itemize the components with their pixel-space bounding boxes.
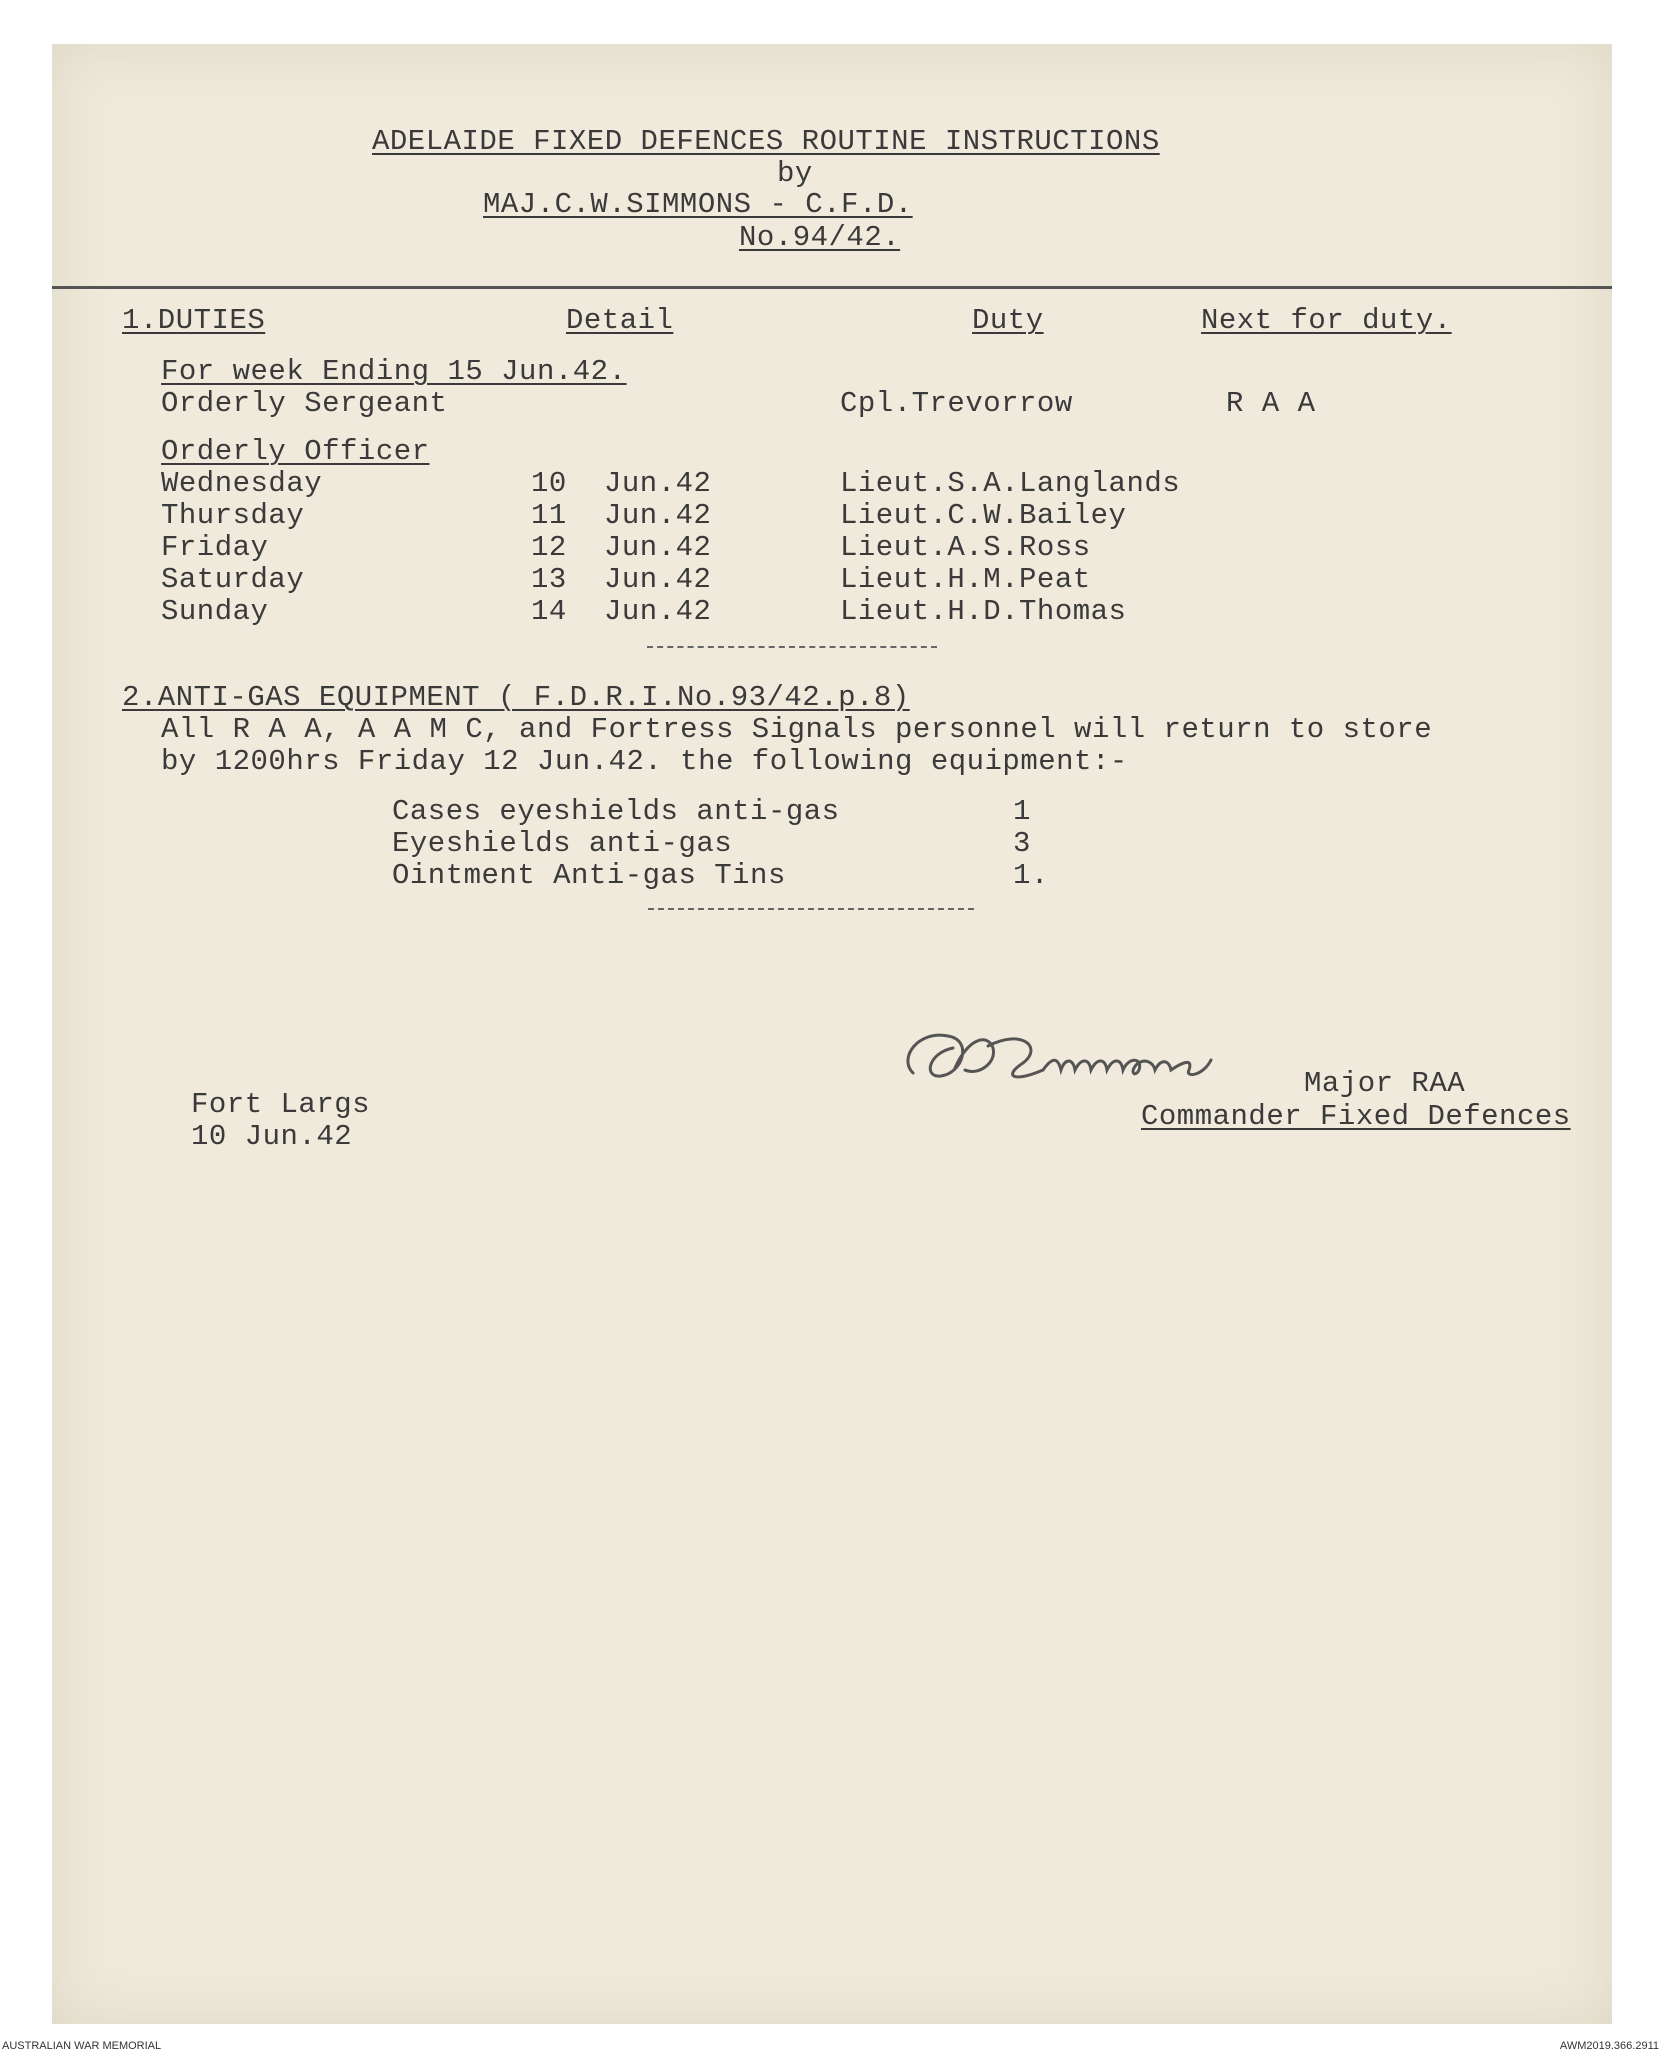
antigas-line-2: by 1200hrs Friday 12 Jun.42. the following equipment:- [161, 745, 1128, 778]
officer-date-num: 14 [531, 595, 567, 628]
officer-name: Lieut.S.A.Langlands [840, 467, 1181, 500]
place-date: 10 Jun.42 [191, 1120, 353, 1153]
equipment-qty: 1. [1013, 859, 1049, 892]
archive-footer-left: AUSTRALIAN WAR MEMORIAL [2, 2040, 162, 2052]
officer-date: Jun.42 [604, 595, 712, 628]
by-line: by [777, 157, 813, 190]
officer-date: Jun.42 [604, 531, 712, 564]
orderly-sergeant-label: Orderly Sergeant [161, 387, 448, 420]
archive-footer-right: AWM2019.366.2911 [1559, 2040, 1659, 2052]
duties-heading [122, 305, 265, 337]
officer-date: Jun.42 [604, 467, 712, 500]
section-divider [647, 646, 937, 648]
place-location: Fort Largs [191, 1088, 371, 1121]
handwritten-signature [893, 1018, 1298, 1098]
document-sheet [52, 44, 1612, 2024]
week-ending-label: For week Ending 15 Jun.42. [161, 355, 627, 388]
officer-name: Lieut.C.W.Bailey [840, 499, 1127, 532]
officer-date-num: 12 [531, 531, 567, 564]
orderly-sergeant-name: Cpl.Trevorrow [840, 387, 1073, 420]
officer-day: Sunday [161, 595, 269, 628]
officer-date-num: 11 [531, 499, 567, 532]
document-title: ADELAIDE FIXED DEFENCES ROUTINE INSTRUCTIONS [372, 125, 1160, 158]
equipment-qty: 3 [1013, 827, 1031, 860]
officer-day: Saturday [161, 563, 305, 596]
signatory-title: Commander Fixed Defences [1141, 1100, 1571, 1133]
officer-day: Thursday [161, 499, 305, 532]
equipment-qty: 1 [1013, 795, 1031, 828]
column-duty: Duty [972, 304, 1044, 337]
duties-heading-text: 1.DUTIES [122, 304, 266, 337]
equipment-name: Ointment Anti-gas Tins [392, 859, 786, 892]
author-line: MAJ.C.W.SIMMONS - C.F.D. [483, 188, 913, 221]
officer-date: Jun.42 [604, 499, 712, 532]
instruction-number: No.94/42. [739, 221, 901, 254]
officer-name: Lieut.H.M.Peat [840, 563, 1091, 596]
section-divider [648, 908, 974, 910]
signatory-rank: Major RAA [1304, 1067, 1466, 1100]
orderly-sergeant-next: R A A [1226, 387, 1316, 420]
orderly-officer-label: Orderly Officer [161, 435, 430, 468]
column-detail: Detail [566, 304, 674, 337]
officer-day: Wednesday [161, 467, 323, 500]
officer-date-num: 10 [531, 467, 567, 500]
antigas-heading-text: 2.ANTI-GAS EQUIPMENT ( F.D.R.I.No.93/42.p.8) [122, 681, 910, 714]
officer-date: Jun.42 [604, 563, 712, 596]
equipment-name: Eyeshields anti-gas [392, 827, 733, 860]
column-next-for-duty: Next for duty. [1201, 304, 1452, 337]
officer-name: Lieut.A.S.Ross [840, 531, 1091, 564]
antigas-heading [122, 682, 910, 714]
equipment-name: Cases eyeshields anti-gas [392, 795, 840, 828]
officer-date-num: 13 [531, 563, 567, 596]
header-rule [52, 286, 1612, 289]
antigas-line-1: All R A A, A A M C, and Fortress Signals personnel will return to store [161, 713, 1433, 746]
officer-day: Friday [161, 531, 269, 564]
officer-name: Lieut.H.D.Thomas [840, 595, 1127, 628]
